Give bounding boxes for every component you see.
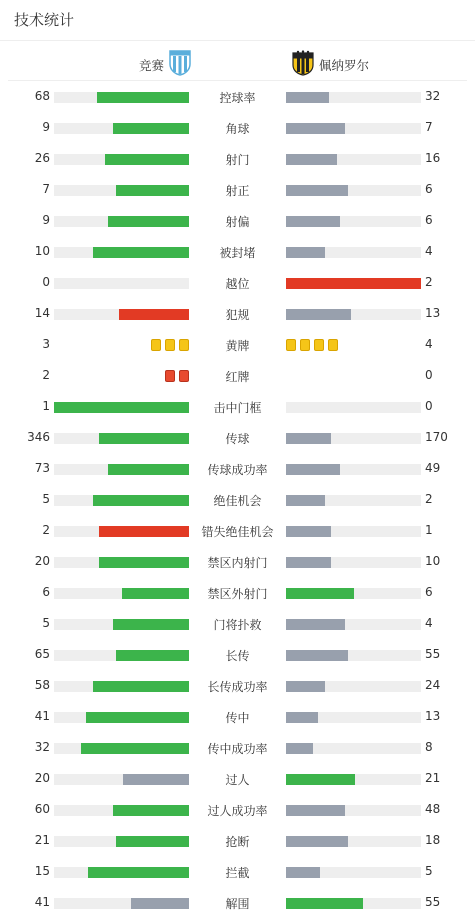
yellow-card-icon: [165, 339, 175, 351]
stat-row: [0, 298, 475, 329]
stat-row: [0, 825, 475, 856]
home-value: 68: [34, 89, 50, 103]
away-bar-track: [286, 278, 421, 289]
yellow-card-icon: [314, 339, 324, 351]
home-value: 58: [34, 678, 50, 692]
away-bar-track: [286, 154, 421, 165]
away-value: 24: [425, 678, 441, 692]
home-bar-fill: [108, 216, 189, 227]
stat-row: [0, 546, 475, 577]
away-value: 21: [425, 771, 441, 785]
home-bar-fill: [88, 867, 189, 878]
away-bar-fill: [286, 309, 351, 320]
away-value: 1: [425, 523, 433, 537]
home-bar-track: [54, 495, 189, 506]
away-bar-track: [286, 464, 421, 475]
away-value: 4: [425, 337, 433, 351]
stat-row: [0, 515, 475, 546]
away-bar-fill: [286, 898, 363, 909]
stat-label: 被封堵: [219, 246, 256, 260]
stat-label: 传球成功率: [207, 463, 268, 477]
home-bar-track: [54, 898, 189, 909]
home-bar-fill: [99, 433, 189, 444]
stat-label: 犯规: [225, 308, 250, 322]
away-value: 4: [425, 244, 433, 258]
stat-row: [0, 577, 475, 608]
home-team-name: 竞赛: [138, 58, 164, 73]
home-value: 41: [34, 709, 50, 723]
yellow-card-icon: [328, 339, 338, 351]
away-bar-track: [286, 836, 421, 847]
yellow-card-icon: [179, 339, 189, 351]
home-bar-fill: [93, 495, 189, 506]
home-bar-fill: [116, 185, 189, 196]
away-bar-fill: [286, 805, 345, 816]
home-bar-track: [54, 154, 189, 165]
home-bar-track: [54, 216, 189, 227]
away-bar-track: [286, 433, 421, 444]
away-value: 8: [425, 740, 433, 754]
stat-label: 禁区外射门: [207, 587, 268, 601]
away-value: 5: [425, 864, 433, 878]
home-bar-track: [54, 867, 189, 878]
red-card-icon: [179, 370, 189, 382]
page-title: 技术统计: [14, 11, 75, 29]
stat-label: 过人: [225, 773, 250, 787]
stat-label: 射门: [225, 153, 250, 167]
away-bar-track: [286, 526, 421, 537]
stat-row: [0, 794, 475, 825]
away-value: 18: [425, 833, 441, 847]
home-bar-track: [54, 619, 189, 630]
racing-club-crest-icon: [169, 50, 191, 80]
away-value: 0: [425, 399, 433, 413]
yellow-card-icon: [151, 339, 161, 351]
away-bar-fill: [286, 650, 348, 661]
away-bar-fill: [286, 867, 320, 878]
away-bar-fill: [286, 185, 348, 196]
home-cards: [165, 370, 189, 383]
home-team[interactable]: [139, 50, 191, 80]
away-bar-fill: [286, 743, 313, 754]
home-value: 14: [34, 306, 50, 320]
home-bar-track: [54, 464, 189, 475]
away-value: 6: [425, 182, 433, 196]
stat-label: 门将扑救: [213, 618, 262, 632]
home-bar-fill: [54, 402, 189, 413]
stat-label: 错失绝佳机会: [201, 525, 274, 539]
away-bar-fill: [286, 123, 345, 134]
home-bar-fill: [93, 681, 189, 692]
away-value: 7: [425, 120, 433, 134]
home-bar-fill: [116, 650, 189, 661]
home-value: 73: [34, 461, 50, 475]
stat-row: [0, 887, 475, 918]
home-value: 9: [42, 213, 50, 227]
away-value: 0: [425, 368, 433, 382]
home-bar-fill: [81, 743, 189, 754]
away-team[interactable]: [292, 50, 369, 80]
away-bar-fill: [286, 526, 331, 537]
stat-row: [0, 174, 475, 205]
away-bar-track: [286, 712, 421, 723]
home-bar-fill: [119, 309, 189, 320]
stat-row: [0, 484, 475, 515]
away-bar-track: [286, 619, 421, 630]
home-bar-fill: [113, 619, 189, 630]
home-bar-fill: [99, 526, 189, 537]
stat-label: 抢断: [225, 835, 250, 849]
penarol-crest-icon: [292, 50, 314, 80]
away-bar-track: [286, 898, 421, 909]
home-bar-fill: [93, 247, 189, 258]
home-value: 6: [42, 585, 50, 599]
stat-row: [0, 422, 475, 453]
home-bar-fill: [105, 154, 189, 165]
home-bar-track: [54, 588, 189, 599]
away-bar-track: [286, 743, 421, 754]
home-bar-fill: [113, 123, 189, 134]
home-value: 21: [34, 833, 50, 847]
stat-row: [0, 267, 475, 298]
home-value: 9: [42, 120, 50, 134]
away-value: 170: [425, 430, 448, 444]
away-bar-fill: [286, 278, 421, 289]
home-value: 2: [42, 523, 50, 537]
home-bar-track: [54, 247, 189, 258]
away-value: 48: [425, 802, 441, 816]
home-bar-fill: [131, 898, 189, 909]
stat-label: 长传成功率: [207, 680, 268, 694]
away-bar-track: [286, 588, 421, 599]
yellow-card-icon: [300, 339, 310, 351]
stat-label: 传球: [225, 432, 250, 446]
stat-label: 角球: [225, 122, 250, 136]
home-bar-fill: [108, 464, 189, 475]
stat-row: [0, 608, 475, 639]
away-bar-fill: [286, 619, 345, 630]
home-value: 20: [34, 554, 50, 568]
home-value: 346: [27, 430, 50, 444]
home-bar-track: [54, 805, 189, 816]
away-bar-track: [286, 402, 421, 413]
away-bar-fill: [286, 216, 340, 227]
home-cards: [151, 339, 189, 352]
away-bar-track: [286, 805, 421, 816]
stat-label: 击中门框: [213, 401, 262, 415]
home-bar-track: [54, 681, 189, 692]
away-value: 13: [425, 306, 441, 320]
away-bar-track: [286, 495, 421, 506]
stat-label: 解围: [225, 897, 250, 911]
home-bar-fill: [116, 836, 189, 847]
home-value: 20: [34, 771, 50, 785]
home-bar-track: [54, 836, 189, 847]
home-bar-track: [54, 743, 189, 754]
away-bar-track: [286, 92, 421, 103]
home-value: 26: [34, 151, 50, 165]
home-bar-track: [54, 712, 189, 723]
home-bar-track: [54, 185, 189, 196]
stat-row: [0, 360, 475, 391]
stat-label: 越位: [225, 277, 250, 291]
stat-label: 传中成功率: [207, 742, 268, 756]
stat-row: [0, 732, 475, 763]
away-value: 55: [425, 895, 441, 909]
stat-row: [0, 205, 475, 236]
home-bar-track: [54, 774, 189, 785]
home-value: 60: [34, 802, 50, 816]
home-bar-track: [54, 402, 189, 413]
stat-row: [0, 112, 475, 143]
away-value: 2: [425, 275, 433, 289]
stat-label: 拦截: [225, 866, 250, 880]
home-bar-fill: [122, 588, 190, 599]
away-bar-track: [286, 123, 421, 134]
away-value: 2: [425, 492, 433, 506]
home-bar-fill: [113, 805, 189, 816]
home-bar-fill: [123, 774, 189, 785]
away-team-name: 佩纳罗尔: [319, 58, 370, 73]
home-bar-track: [54, 123, 189, 134]
home-bar-fill: [97, 92, 189, 103]
home-value: 2: [42, 368, 50, 382]
stat-row: [0, 763, 475, 794]
home-bar-fill: [86, 712, 189, 723]
title-divider: [0, 40, 475, 41]
away-bar-fill: [286, 836, 348, 847]
home-value: 32: [34, 740, 50, 754]
away-bar-fill: [286, 464, 340, 475]
away-bar-fill: [286, 247, 325, 258]
home-bar-track: [54, 92, 189, 103]
away-bar-fill: [286, 495, 325, 506]
away-value: 16: [425, 151, 441, 165]
away-value: 49: [425, 461, 441, 475]
away-bar-track: [286, 681, 421, 692]
stat-row: [0, 143, 475, 174]
stat-row: [0, 81, 475, 112]
home-bar-track: [54, 526, 189, 537]
away-bar-fill: [286, 712, 318, 723]
stat-row: [0, 453, 475, 484]
team-header: [0, 44, 475, 80]
stat-label: 过人成功率: [207, 804, 268, 818]
stat-label: 长传: [225, 649, 250, 663]
away-bar-fill: [286, 681, 325, 692]
home-value: 5: [42, 616, 50, 630]
stat-row: [0, 391, 475, 422]
away-bar-track: [286, 247, 421, 258]
away-bar-track: [286, 774, 421, 785]
away-bar-fill: [286, 92, 329, 103]
home-bar-track: [54, 309, 189, 320]
home-value: 41: [34, 895, 50, 909]
away-value: 55: [425, 647, 441, 661]
yellow-card-icon: [286, 339, 296, 351]
stat-label: 红牌: [225, 370, 250, 384]
away-bar-fill: [286, 588, 354, 599]
red-card-icon: [165, 370, 175, 382]
away-cards: [286, 339, 338, 352]
home-value: 65: [34, 647, 50, 661]
away-value: 4: [425, 616, 433, 630]
stat-row: [0, 856, 475, 887]
away-bar-track: [286, 185, 421, 196]
away-bar-fill: [286, 154, 337, 165]
stat-label: 传中: [225, 711, 250, 725]
stat-label: 控球率: [219, 91, 256, 105]
home-value: 15: [34, 864, 50, 878]
away-value: 13: [425, 709, 441, 723]
away-bar-track: [286, 650, 421, 661]
away-value: 32: [425, 89, 441, 103]
away-bar-track: [286, 557, 421, 568]
stats-list: [0, 81, 475, 918]
away-bar-fill: [286, 774, 355, 785]
home-value: 0: [42, 275, 50, 289]
stat-label: 禁区内射门: [207, 556, 268, 570]
stat-label: 黄牌: [225, 339, 250, 353]
away-bar-fill: [286, 557, 331, 568]
stat-row: [0, 639, 475, 670]
home-bar-track: [54, 278, 189, 289]
home-value: 3: [42, 337, 50, 351]
home-value: 7: [42, 182, 50, 196]
away-bar-track: [286, 867, 421, 878]
stat-label: 射偏: [225, 215, 250, 229]
home-bar-track: [54, 650, 189, 661]
stat-row: [0, 329, 475, 360]
stat-label: 射正: [225, 184, 250, 198]
stat-row: [0, 670, 475, 701]
away-bar-fill: [286, 433, 331, 444]
away-bar-track: [286, 216, 421, 227]
home-bar-track: [54, 433, 189, 444]
home-value: 10: [34, 244, 50, 258]
stat-row: [0, 701, 475, 732]
stat-label: 绝佳机会: [213, 494, 262, 508]
home-bar-track: [54, 557, 189, 568]
away-bar-track: [286, 309, 421, 320]
away-value: 6: [425, 585, 433, 599]
home-bar-fill: [99, 557, 189, 568]
home-value: 5: [42, 492, 50, 506]
stat-row: [0, 236, 475, 267]
away-value: 10: [425, 554, 441, 568]
home-value: 1: [42, 399, 50, 413]
away-value: 6: [425, 213, 433, 227]
